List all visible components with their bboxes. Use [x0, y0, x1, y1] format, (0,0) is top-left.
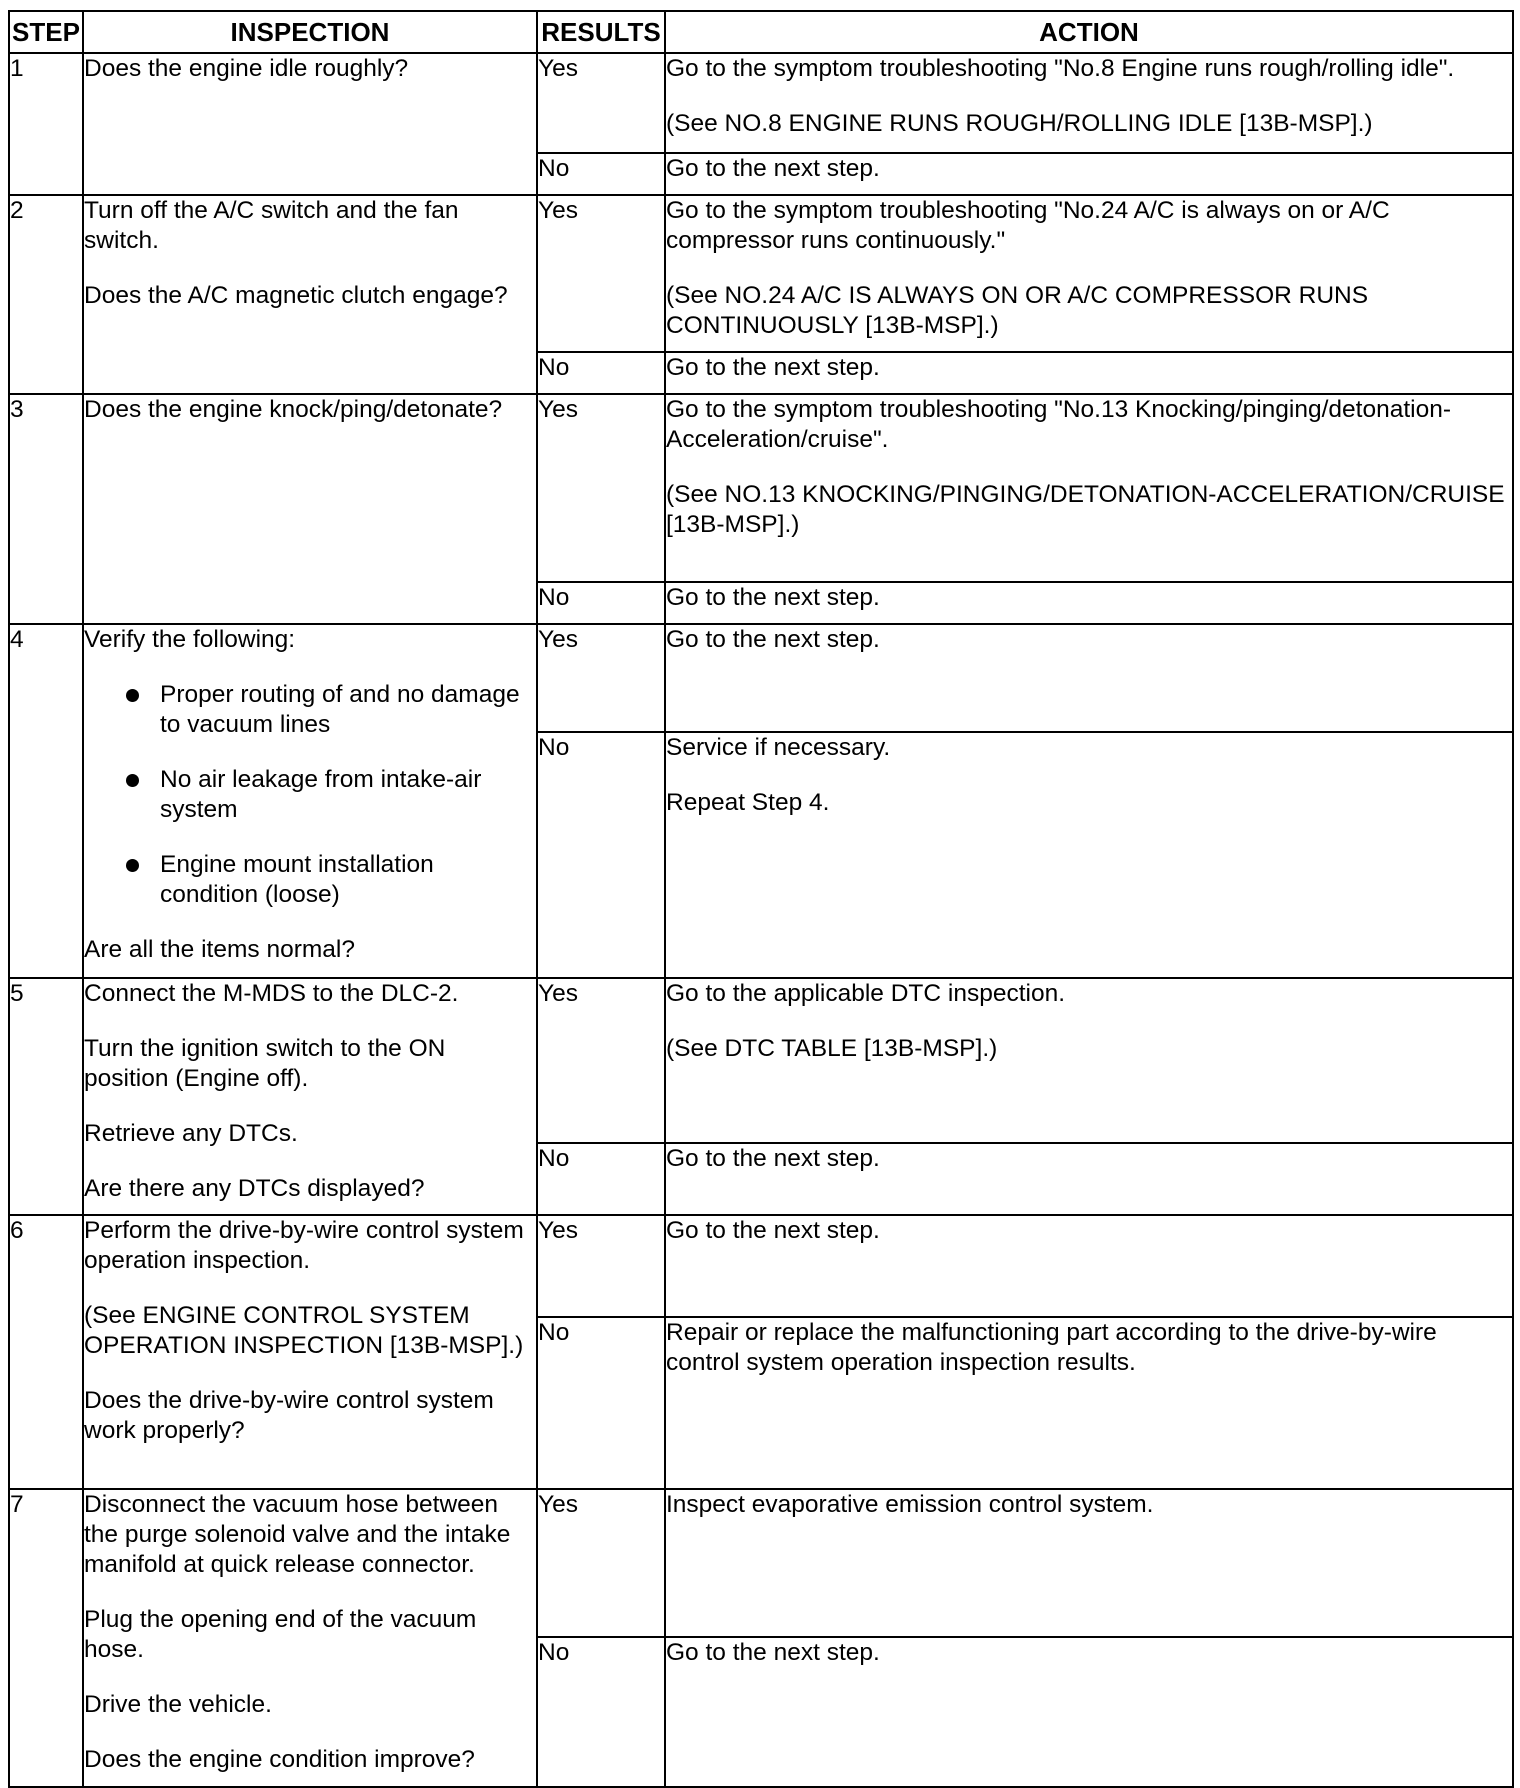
action-cell [665, 1143, 1513, 1215]
result-yes: Yes [537, 1489, 665, 1637]
inspection-cell [83, 1215, 537, 1489]
result-yes: Yes [537, 394, 665, 582]
table-row [9, 53, 1513, 153]
action-text: Inspect evaporative emission control system. [666, 1491, 1154, 1518]
inspection-header: INSPECTION [83, 11, 537, 53]
action-cell [665, 352, 1513, 394]
action-cell [665, 732, 1513, 978]
inspection-cell [83, 1489, 537, 1787]
result-no: No [537, 153, 665, 195]
inspection-question: Are there any DTCs displayed? [84, 1175, 425, 1202]
action-reference: (See NO.24 A/C IS ALWAYS ON OR A/C COMPRESSOR RUNS CONTINUOUSLY [13B-MSP].) [666, 282, 1369, 339]
inspection-question: Are all the items normal? [84, 936, 355, 963]
action-cell [665, 1317, 1513, 1489]
action-text: Go to the applicable DTC inspection. [666, 980, 1066, 1007]
inspection-text: Disconnect the vacuum hose between the purge solenoid valve and the intake manifold at quick release connector. [84, 1491, 511, 1578]
header-row [9, 11, 1513, 53]
result-no: No [537, 732, 665, 978]
inspection-text: Turn off the A/C switch and the fan switch. [84, 197, 459, 254]
list-item [124, 765, 536, 825]
result-yes: Yes [537, 195, 665, 352]
action-cell [665, 153, 1513, 195]
list-item-text: No air leakage from intake-air system [160, 766, 482, 823]
action-cell [665, 624, 1513, 732]
verification-list [84, 680, 536, 910]
action-cell [665, 195, 1513, 352]
inspection-text: Turn the ignition switch to the ON position (Engine off). [84, 1035, 446, 1092]
result-no: No [537, 352, 665, 394]
action-text: Service if necessary. [666, 734, 891, 761]
inspection-cell [83, 394, 537, 624]
inspection-question: Does the drive-by-wire control system work properly? [84, 1387, 494, 1444]
result-yes: Yes [537, 53, 665, 153]
action-text: Go to the symptom troubleshooting "No.24 A/C is always on or A/C compressor runs continuously." [666, 197, 1390, 254]
list-item [124, 680, 536, 740]
bullet-icon [126, 859, 139, 872]
list-item-text: Proper routing of and no damage to vacuum lines [160, 681, 520, 738]
inspection-reference: (See ENGINE CONTROL SYSTEM OPERATION INSPECTION [13B-MSP].) [84, 1302, 524, 1359]
action-cell [665, 53, 1513, 153]
action-cell [665, 582, 1513, 624]
action-header: ACTION [665, 11, 1513, 53]
result-no: No [537, 1637, 665, 1787]
inspection-text: Drive the vehicle. [84, 1691, 272, 1718]
table-row [9, 624, 1513, 732]
bullet-icon [126, 774, 139, 787]
inspection-text: Connect the M-MDS to the DLC-2. [84, 980, 459, 1007]
step-number: 4 [9, 624, 83, 978]
action-text: Go to the next step. [666, 354, 880, 381]
step-header: STEP [9, 11, 83, 53]
action-text: Go to the next step. [666, 1639, 880, 1666]
step-number: 2 [9, 195, 83, 394]
result-no: No [537, 1143, 665, 1215]
inspection-question: Does the engine condition improve? [84, 1746, 475, 1773]
troubleshooting-document [8, 10, 1512, 1774]
action-cell [665, 1489, 1513, 1637]
results-header: RESULTS [537, 11, 665, 53]
table-row [9, 195, 1513, 352]
action-text: Go to the next step. [666, 155, 880, 182]
bullet-icon [126, 689, 139, 702]
action-text: Go to the symptom troubleshooting "No.13 Knocking/pinging/detonation-Acceleration/cruise". [666, 396, 1452, 453]
result-no: No [537, 582, 665, 624]
action-cell [665, 978, 1513, 1143]
inspection-text: Retrieve any DTCs. [84, 1120, 298, 1147]
table-row [9, 978, 1513, 1143]
step-number: 5 [9, 978, 83, 1215]
action-text: Repair or replace the malfunctioning part according to the drive-by-wire control system operation inspection results. [666, 1319, 1437, 1376]
inspection-cell [83, 978, 537, 1215]
result-yes: Yes [537, 624, 665, 732]
table-row [9, 1489, 1513, 1637]
result-yes: Yes [537, 1215, 665, 1317]
action-reference: (See DTC TABLE [13B-MSP].) [666, 1035, 998, 1062]
action-cell [665, 1215, 1513, 1317]
list-item [124, 850, 536, 910]
result-no: No [537, 1317, 665, 1489]
action-text: Go to the symptom troubleshooting "No.8 Engine runs rough/rolling idle". [666, 55, 1455, 82]
action-text: Go to the next step. [666, 1217, 880, 1244]
action-text: Go to the next step. [666, 1145, 880, 1172]
step-number: 7 [9, 1489, 83, 1787]
action-reference: (See NO.8 ENGINE RUNS ROUGH/ROLLING IDLE [13B-MSP].) [666, 110, 1373, 137]
result-yes: Yes [537, 978, 665, 1143]
action-cell [665, 1637, 1513, 1787]
step-number: 3 [9, 394, 83, 624]
table-row [9, 1215, 1513, 1317]
inspection-text: Plug the opening end of the vacuum hose. [84, 1606, 477, 1663]
inspection-question: Does the A/C magnetic clutch engage? [84, 282, 508, 309]
action-text: Go to the next step. [666, 584, 880, 611]
inspection-cell [83, 53, 537, 195]
inspection-text: Perform the drive-by-wire control system operation inspection. [84, 1217, 524, 1274]
inspection-cell [83, 624, 537, 978]
action-cell [665, 394, 1513, 582]
inspection-text: Does the engine knock/ping/detonate? [84, 396, 503, 423]
inspection-cell [83, 195, 537, 394]
inspection-text: Does the engine idle roughly? [84, 55, 409, 82]
inspection-text: Verify the following: [84, 626, 296, 653]
step-number: 1 [9, 53, 83, 195]
action-text: Repeat Step 4. [666, 789, 830, 816]
table-row [9, 394, 1513, 582]
list-item-text: Engine mount installation condition (loose) [160, 851, 434, 908]
troubleshooting-table [8, 10, 1514, 1788]
action-text: Go to the next step. [666, 626, 880, 653]
action-reference: (See NO.13 KNOCKING/PINGING/DETONATION-ACCELERATION/CRUISE [13B-MSP].) [666, 481, 1505, 538]
step-number: 6 [9, 1215, 83, 1489]
